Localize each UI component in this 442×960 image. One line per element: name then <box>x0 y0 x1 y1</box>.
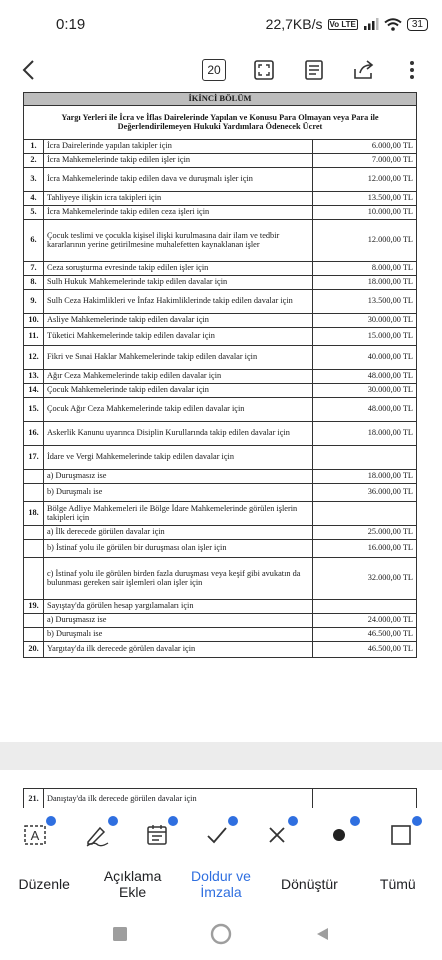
checkmark-icon[interactable] <box>202 820 232 850</box>
section-subtitle: Yargı Yerleri ile İcra ve İflas Dairelerinde Yapılan ve Konusu Para Olmayan veya Para ile Değerlendirilemeyen Hukuki Yardımlara Ödenecek Ücret <box>24 105 417 139</box>
row-text: Ağır Ceza Mahkemelerinde takip edilen davalar için <box>44 369 313 383</box>
bottom-tabs <box>0 860 442 908</box>
table-row <box>23 788 417 808</box>
row-text: Bölge Adliye Mahkemeleri ile Bölge İdare Mahkemelerinde görülen işlerin takipleri için <box>44 501 313 525</box>
row-text: b) Duruşmalı ise <box>44 627 313 641</box>
row-text: b) İstinaf yolu ile görülen bir duruşması olan işler için <box>44 539 313 557</box>
status-indicators <box>266 16 428 32</box>
row-text: Ceza soruşturma evresinde takip edilen işler için <box>44 261 313 275</box>
rectangle-icon[interactable] <box>386 820 416 850</box>
row-amount <box>313 501 417 525</box>
row-number: 8. <box>24 275 44 289</box>
row-number <box>24 469 44 483</box>
table-row <box>24 557 417 599</box>
more-vert-icon[interactable] <box>396 54 428 86</box>
row-text: a) Duruşmasız ise <box>44 613 313 627</box>
table-row <box>24 261 417 275</box>
row-text: İcra Mahkemelerinde takip edilen işler için <box>44 153 313 167</box>
table-row <box>24 219 417 261</box>
row-number: 20. <box>24 641 44 657</box>
top-toolbar <box>0 48 442 92</box>
row-number: 21. <box>24 789 44 808</box>
row-number <box>24 483 44 501</box>
row-number: 12. <box>24 345 44 369</box>
row-amount: 46.500,00 TL <box>313 641 417 657</box>
row-number: 1. <box>24 139 44 153</box>
table-row <box>24 539 417 557</box>
row-number <box>24 557 44 599</box>
section-title-row <box>24 93 417 106</box>
row-text: a) İlk derecede görülen davalar için <box>44 525 313 539</box>
row-number <box>24 627 44 641</box>
row-text: Askerlik Kanunu uyarınca Disiplin Kurullarında takip edilen davalar için <box>44 421 313 445</box>
tab-comment[interactable]: Açıklama Ekle <box>103 868 162 900</box>
row-text: İcra Mahkemelerinde takip edilen dava ve duruşmalı işler için <box>44 167 313 191</box>
row-number: 15. <box>24 397 44 421</box>
row-number: 2. <box>24 153 44 167</box>
table-row <box>24 483 417 501</box>
row-amount: 48.000,00 TL <box>313 397 417 421</box>
row-text: Çocuk Ağır Ceza Mahkemelerinde takip edilen davalar için <box>44 397 313 421</box>
network-speed: 22,7KB/s <box>265 16 323 32</box>
table-row <box>24 153 417 167</box>
fill-sign-toolbar <box>0 810 442 860</box>
next-pdf-page[interactable] <box>0 770 442 810</box>
section-subtitle-row <box>24 105 417 139</box>
row-amount <box>313 599 417 613</box>
row-text: Asliye Mahkemelerinde takip edilen davalar için <box>44 313 313 327</box>
form-icon[interactable] <box>142 820 172 850</box>
table-row <box>24 289 417 313</box>
battery-icon: 31 <box>407 18 428 31</box>
row-number <box>24 539 44 557</box>
row-number: 3. <box>24 167 44 191</box>
row-amount: 30.000,00 TL <box>313 383 417 397</box>
badge-dot <box>228 816 238 826</box>
row-text: Tüketici Mahkemelerinde takip edilen davalar için <box>44 327 313 345</box>
table-row <box>24 627 417 641</box>
row-amount: 32.000,00 TL <box>313 557 417 599</box>
row-number <box>24 525 44 539</box>
row-amount: 8.000,00 TL <box>313 261 417 275</box>
table-row <box>24 501 417 525</box>
table-row <box>24 167 417 191</box>
row-amount: 12.000,00 TL <box>313 167 417 191</box>
wifi-icon <box>384 18 402 31</box>
row-text: İdare ve Vergi Mahkemelerinde takip edilen davalar için <box>44 445 313 469</box>
row-number: 6. <box>24 219 44 261</box>
table-row <box>24 383 417 397</box>
table-row <box>24 191 417 205</box>
badge-dot <box>108 816 118 826</box>
page-count: 20 <box>202 59 226 81</box>
row-amount: 48.000,00 TL <box>313 369 417 383</box>
row-amount: 30.000,00 TL <box>313 313 417 327</box>
text-box-icon[interactable] <box>20 820 50 850</box>
row-number: 4. <box>24 191 44 205</box>
volte-icon: Vo LTE <box>329 19 356 29</box>
row-text: Tahliyeye ilişkin icra takipleri için <box>44 191 313 205</box>
status-time: 0:19 <box>56 16 86 33</box>
tab-all[interactable]: Tümü <box>379 876 416 892</box>
row-amount: 18.000,00 TL <box>313 275 417 289</box>
svg-text:A: A <box>30 828 40 843</box>
table-row <box>24 345 417 369</box>
table-row <box>24 397 417 421</box>
badge-dot <box>46 816 56 826</box>
row-amount: 15.000,00 TL <box>313 327 417 345</box>
status-bar <box>0 0 442 48</box>
signal-icon <box>363 18 379 30</box>
table-row <box>24 599 417 613</box>
tab-edit[interactable]: Düzenle <box>18 876 70 892</box>
table-row <box>24 327 417 345</box>
row-amount: 10.000,00 TL <box>313 205 417 219</box>
row-amount: 12.000,00 TL <box>313 219 417 261</box>
table-row <box>24 139 417 153</box>
cross-icon[interactable] <box>262 820 292 850</box>
row-amount: 40.000,00 TL <box>313 345 417 369</box>
row-amount: 18.000,00 TL <box>313 421 417 445</box>
row-number: 10. <box>24 313 44 327</box>
fee-table <box>23 92 417 658</box>
share-icon[interactable] <box>348 54 380 86</box>
row-text: Fikri ve Sınai Haklar Mahkemelerinde takip edilen davalar için <box>44 345 313 369</box>
table-row <box>24 525 417 539</box>
table-row <box>24 421 417 445</box>
row-text: Çocuk Mahkemelerinde takip edilen davalar için <box>44 383 313 397</box>
row-number: 17. <box>24 445 44 469</box>
signature-icon[interactable] <box>82 820 112 850</box>
back-arrow-icon[interactable] <box>12 54 44 86</box>
row-amount: 24.000,00 TL <box>313 613 417 627</box>
row-number <box>24 613 44 627</box>
row-number: 19. <box>24 599 44 613</box>
tab-convert[interactable]: Dönüştür <box>281 876 338 892</box>
badge-dot <box>288 816 298 826</box>
table-row <box>24 205 417 219</box>
row-amount: 6.000,00 TL <box>313 139 417 153</box>
row-text: Danıştay'da ilk derecede görülen davalar için <box>47 794 197 803</box>
row-amount: 25.000,00 TL <box>313 525 417 539</box>
row-number: 11. <box>24 327 44 345</box>
row-amount: 18.000,00 TL <box>313 469 417 483</box>
tab-fill-sign[interactable]: Doldur ve İmzala <box>191 868 251 900</box>
table-row <box>24 313 417 327</box>
pdf-page[interactable] <box>0 92 442 742</box>
row-text: Sulh Hukuk Mahkemelerinde takip edilen davalar için <box>44 275 313 289</box>
row-text: Sayıştay'da görülen hesap yargılamaları için <box>44 599 313 613</box>
badge-dot <box>168 816 178 826</box>
row-amount: 16.000,00 TL <box>313 539 417 557</box>
page-separator <box>0 742 442 770</box>
badge-dot <box>350 816 360 826</box>
row-text: b) Duruşmalı ise <box>44 483 313 501</box>
row-number: 18. <box>24 501 44 525</box>
back-triangle-icon[interactable] <box>314 926 330 942</box>
row-text: Çocuk teslimi ve çocukla kişisel ilişki kurulmasına dair ilam ve tedbir kararlarının yerine getirilmesine muhalefetten kaynaklanan işler <box>44 219 313 261</box>
row-number: 7. <box>24 261 44 275</box>
row-amount <box>313 445 417 469</box>
row-text: c) İstinaf yolu ile görülen birden fazla duruşması veya keşif gibi avukatın da bulunması gereken sair işlemleri olan işler için <box>44 557 313 599</box>
row-number: 5. <box>24 205 44 219</box>
table-row <box>24 445 417 469</box>
row-amount: 36.000,00 TL <box>313 483 417 501</box>
section-title: İKİNCİ BÖLÜM <box>24 93 417 106</box>
home-circle-icon[interactable] <box>210 923 232 945</box>
row-number: 13. <box>24 369 44 383</box>
recents-square-icon[interactable] <box>112 926 128 942</box>
row-text: a) Duruşmasız ise <box>44 469 313 483</box>
table-row <box>24 369 417 383</box>
table-row <box>24 613 417 627</box>
system-nav-bar <box>0 908 442 960</box>
row-number: 14. <box>24 383 44 397</box>
row-amount: 46.500,00 TL <box>313 627 417 641</box>
table-row <box>24 469 417 483</box>
page-count-button[interactable] <box>198 54 230 86</box>
badge-dot <box>412 816 422 826</box>
row-amount: 13.500,00 TL <box>313 191 417 205</box>
table-row <box>24 641 417 657</box>
row-number: 9. <box>24 289 44 313</box>
row-amount <box>312 789 416 808</box>
table-row <box>24 275 417 289</box>
fit-screen-icon[interactable] <box>248 54 280 86</box>
row-amount: 13.500,00 TL <box>313 289 417 313</box>
row-amount: 7.000,00 TL <box>313 153 417 167</box>
reading-mode-icon[interactable] <box>298 54 330 86</box>
row-text: Sulh Ceza Hakimlikleri ve İnfaz Hakimliklerinde takip edilen davalar için <box>44 289 313 313</box>
row-text: Yargıtay'da ilk derecede görülen davalar için <box>44 641 313 657</box>
row-text: İcra Mahkemelerinde takip edilen ceza işleri için <box>44 205 313 219</box>
row-text: İcra Dairelerinde yapılan takipler için <box>44 139 313 153</box>
row-number: 16. <box>24 421 44 445</box>
dot-icon[interactable] <box>324 820 354 850</box>
